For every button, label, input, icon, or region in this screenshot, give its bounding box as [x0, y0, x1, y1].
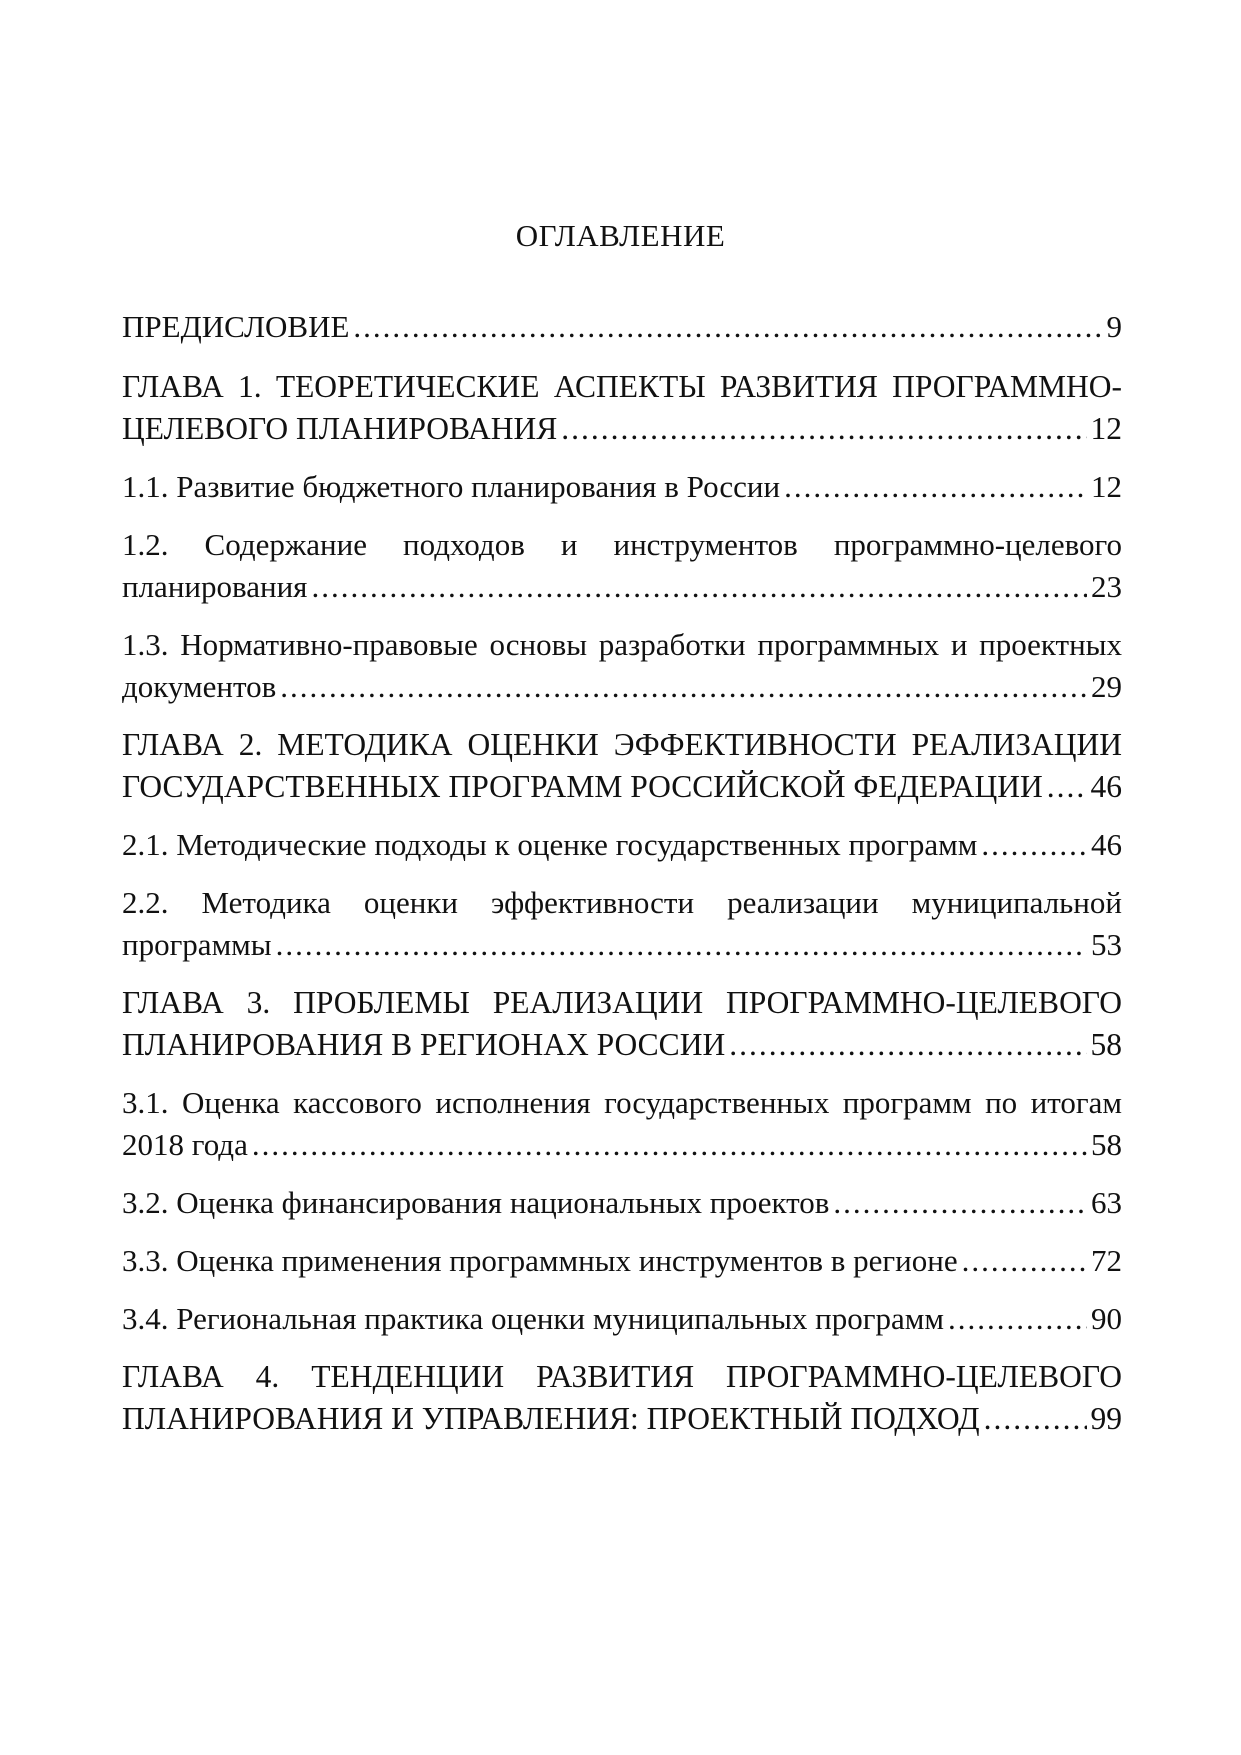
toc-page-number: 46 — [1091, 827, 1122, 862]
toc-page-number: 58 — [1091, 1127, 1122, 1162]
toc-entry-first-line: ГЛАВА 4. ТЕНДЕНЦИИ РАЗВИТИЯ ПРОГРАММНО-ЦЕЛЕВОГО — [122, 1359, 1122, 1394]
toc-page-number: 63 — [1091, 1185, 1122, 1220]
toc-entry-chapter-2[interactable] — [122, 724, 1122, 808]
toc-entry-first-line: 2.2. Методика оценки эффективности реализации муниципальной — [122, 885, 1122, 920]
toc-entry-text: 2.1. Методические подходы к оценке государственных программ — [122, 827, 978, 862]
leader-dots — [948, 1298, 1087, 1340]
toc-entry-text: ЦЕЛЕВОГО ПЛАНИРОВАНИЯ — [122, 411, 558, 446]
leader-dots — [561, 408, 1086, 450]
toc-page-number: 58 — [1090, 1027, 1122, 1062]
toc-entry-text: 3.3. Оценка применения программных инструментов в регионе — [122, 1243, 958, 1278]
toc-entry-line — [122, 1298, 1122, 1340]
toc-entry-section-1-2[interactable] — [122, 524, 1122, 608]
toc-page-number: 12 — [1091, 469, 1122, 504]
leader-dots — [1047, 766, 1087, 808]
leader-dots — [981, 824, 1087, 866]
toc-entry-chapter-1[interactable] — [122, 366, 1122, 450]
toc-entry-first-line: ГЛАВА 2. МЕТОДИКА ОЦЕНКИ ЭФФЕКТИВНОСТИ РЕАЛИЗАЦИИ — [122, 727, 1122, 762]
toc-entry-line — [122, 306, 1122, 348]
toc-entry-line — [122, 924, 1122, 966]
leader-dots — [984, 1398, 1087, 1440]
toc-entry-line — [122, 1240, 1122, 1282]
toc-entry-text: ПЛАНИРОВАНИЯ И УПРАВЛЕНИЯ: ПРОЕКТНЫЙ ПОДХОД — [122, 1401, 980, 1436]
toc-entry-section-2-1[interactable] — [122, 824, 1122, 866]
toc-entry-text: планирования — [122, 569, 308, 604]
toc-page-number: 29 — [1091, 669, 1122, 704]
leader-dots — [280, 666, 1087, 708]
leader-dots — [833, 1182, 1087, 1224]
toc-entry-first-line: 1.3. Нормативно-правовые основы разработки программных и проектных — [122, 627, 1122, 662]
leader-dots — [353, 306, 1102, 348]
toc-entry-line — [122, 1182, 1122, 1224]
toc-page-number: 53 — [1091, 927, 1122, 962]
toc-entry-chapter-3[interactable] — [122, 982, 1122, 1066]
table-of-contents — [122, 306, 1122, 1440]
toc-entry-section-3-4[interactable] — [122, 1298, 1122, 1340]
leader-dots — [962, 1240, 1087, 1282]
toc-entry-text: ПРЕДИСЛОВИЕ — [122, 309, 350, 344]
toc-entry-text: ГОСУДАРСТВЕННЫХ ПРОГРАММ РОССИЙСКОЙ ФЕДЕРАЦИИ — [122, 769, 1043, 804]
toc-entry-first-line: ГЛАВА 1. ТЕОРЕТИЧЕСКИЕ АСПЕКТЫ РАЗВИТИЯ ПРОГРАММНО- — [122, 369, 1122, 404]
toc-entry-line — [122, 1398, 1122, 1440]
toc-page-number: 23 — [1091, 569, 1122, 604]
toc-entry-line — [122, 1124, 1122, 1166]
toc-entry-first-line: ГЛАВА 3. ПРОБЛЕМЫ РЕАЛИЗАЦИИ ПРОГРАММНО-ЦЕЛЕВОГО — [122, 985, 1122, 1020]
toc-entry-text: программы — [122, 927, 272, 962]
leader-dots — [311, 566, 1087, 608]
toc-page-number: 9 — [1106, 309, 1122, 344]
toc-entry-chapter-4[interactable] — [122, 1356, 1122, 1440]
toc-entry-text: 3.4. Региональная практика оценки муниципальных программ — [122, 1301, 944, 1336]
toc-entry-section-2-2[interactable] — [122, 882, 1122, 966]
toc-entry-line — [122, 766, 1122, 808]
toc-page-number: 46 — [1090, 769, 1122, 804]
toc-entry-text: ПЛАНИРОВАНИЯ В РЕГИОНАХ РОССИИ — [122, 1027, 726, 1062]
toc-entry-text: 3.2. Оценка финансирования национальных проектов — [122, 1185, 830, 1220]
toc-entry-first-line: 1.2. Содержание подходов и инструментов программно-целевого — [122, 527, 1122, 562]
toc-entry-section-1-1[interactable] — [122, 466, 1122, 508]
toc-page-number: 99 — [1090, 1401, 1122, 1436]
toc-page-number: 90 — [1091, 1301, 1122, 1336]
toc-entry-text: 1.1. Развитие бюджетного планирования в России — [122, 469, 781, 504]
toc-title: ОГЛАВЛЕНИЕ — [515, 218, 726, 253]
toc-page-number: 72 — [1091, 1243, 1122, 1278]
toc-entry-line — [122, 1024, 1122, 1066]
toc-entry-line — [122, 466, 1122, 508]
toc-entry-section-3-2[interactable] — [122, 1182, 1122, 1224]
leader-dots — [276, 924, 1087, 966]
toc-entry-first-line: 3.1. Оценка кассового исполнения государственных программ по итогам — [122, 1085, 1122, 1120]
toc-entry-section-3-3[interactable] — [122, 1240, 1122, 1282]
toc-entry-line — [122, 408, 1122, 450]
toc-entry-text: 2018 года — [122, 1127, 248, 1162]
toc-page-number: 12 — [1090, 411, 1122, 446]
toc-entry-line — [122, 824, 1122, 866]
toc-entry-preface[interactable] — [122, 306, 1122, 348]
toc-entry-line — [122, 666, 1122, 708]
leader-dots — [729, 1024, 1086, 1066]
toc-entry-line — [122, 566, 1122, 608]
toc-entry-section-3-1[interactable] — [122, 1082, 1122, 1166]
leader-dots — [252, 1124, 1087, 1166]
toc-entry-text: документов — [122, 669, 277, 704]
toc-entry-section-1-3[interactable] — [122, 624, 1122, 708]
leader-dots — [784, 466, 1087, 508]
